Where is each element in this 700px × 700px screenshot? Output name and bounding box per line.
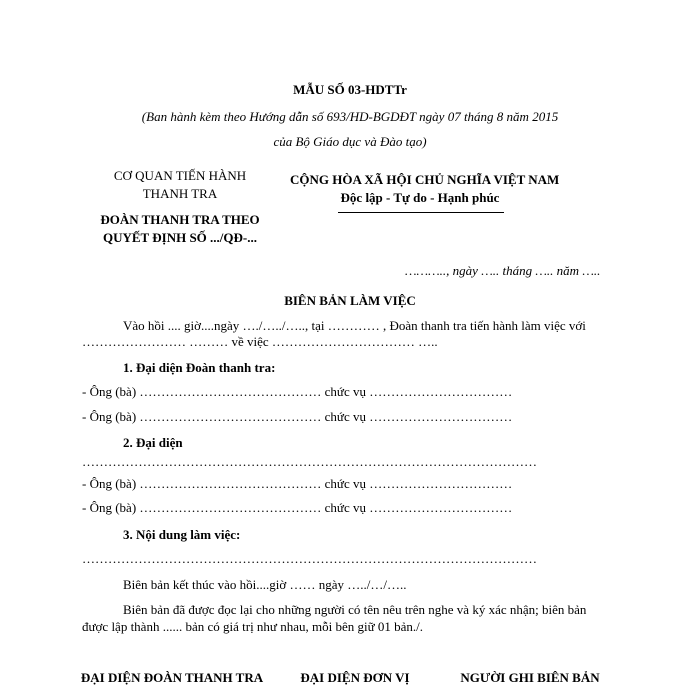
confirmation-line1: Biên bản đã được đọc lại cho những người có tên nêu trên nghe và ký xác nhận; biên bản	[123, 602, 587, 617]
signature-team: ĐẠI DIỆN ĐOÀN THANH TRA	[80, 670, 264, 685]
confirmation-line2: được lập thành ...... bản có giá trị như nhau, mỗi bên giữ 01 bản./.	[82, 619, 424, 634]
intro-line1: Vào hồi .... giờ....ngày …./…../….., tại ………… , Đoàn thanh tra tiến hành làm việc với	[123, 318, 586, 333]
section3-dots-line: ……………………………………………………………………………………………	[82, 551, 537, 566]
section1-heading: 1. Đại diện Đoàn thanh tra:	[123, 360, 276, 375]
section2-row: - Ông (bà) …………………………………… chức vụ ……………………………	[82, 500, 513, 515]
date-line: ……….., ngày ….. tháng ….. năm …..	[405, 263, 601, 278]
section2-heading: 2. Đại diện	[123, 435, 183, 450]
agency-name-line2: THANH TRA	[142, 186, 218, 201]
issued-note-line2: của Bộ Giáo dục và Đào tạo)	[273, 134, 427, 149]
section2-row: - Ông (bà) …………………………………… chức vụ ……………………………	[82, 476, 513, 491]
section2-dots-line: ……………………………………………………………………………………………	[82, 454, 537, 469]
motto-underline	[338, 212, 504, 213]
signature-recorder: NGƯỜI GHI BIÊN BẢN	[460, 670, 600, 685]
nation-title: CỘNG HÒA XÃ HỘI CHỦ NGHĨA VIỆT NAM	[290, 172, 560, 187]
inspection-team-line1: ĐOÀN THANH TRA THEO	[100, 212, 260, 227]
closing-line: Biên bản kết thúc vào hồi....giờ …… ngày …../…/…..	[123, 577, 407, 592]
nation-motto: Độc lập - Tự do - Hạnh phúc	[340, 190, 500, 205]
inspection-team-line2: QUYẾT ĐỊNH SỐ .../QĐ-...	[103, 230, 257, 245]
issued-note-line1: (Ban hành kèm theo Hướng dẫn số 693/HD-BGDĐT ngày 07 tháng 8 năm 2015	[141, 109, 559, 124]
signature-unit: ĐẠI DIỆN ĐƠN VỊ	[300, 670, 410, 685]
document-title: BIÊN BẢN LÀM VIỆC	[284, 293, 416, 308]
intro-line2: …………………… ……… về việc …………………………… …..	[82, 334, 438, 349]
agency-name-line1: CƠ QUAN TIẾN HÀNH	[113, 168, 247, 183]
signature-note-partial	[62, 694, 622, 700]
section3-heading: 3. Nội dung làm việc:	[123, 527, 241, 542]
section1-row: - Ông (bà) …………………………………… chức vụ ……………………………	[82, 384, 513, 399]
section1-row: - Ông (bà) …………………………………… chức vụ ……………………………	[82, 409, 513, 424]
form-code: MẪU SỐ 03-HDTTr	[293, 82, 407, 97]
